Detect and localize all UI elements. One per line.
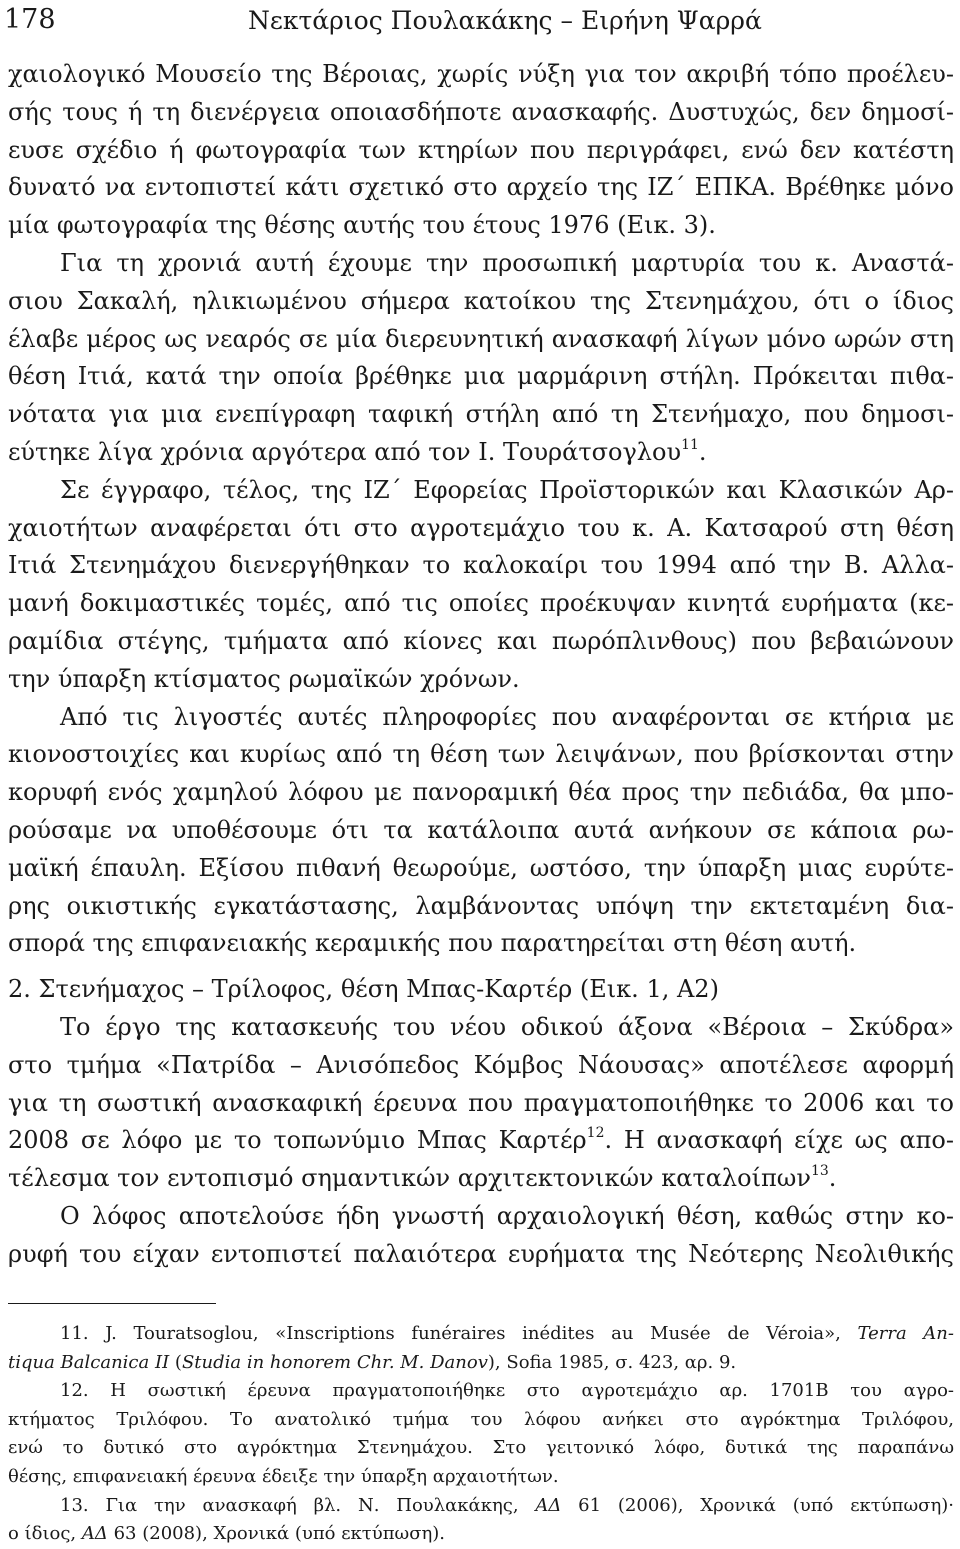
text-line: σπορά της επιφανειακής κεραμικής που παρατηρείται στη θέση αυτή. [8, 929, 857, 958]
text-line: μία φωτογραφία της θέσης αυτής του έτους 1976 (Εικ. 3). [8, 211, 716, 240]
text-line: την ύπαρξη κτίσματος ρωμαϊκών χρόνων. [8, 664, 520, 693]
footnote-ref-12[interactable]: 12 [586, 1125, 605, 1142]
text-line: κορυφή ενός χαμηλού λόφου με πανοραμική θέα προς την πεδιάδα, θα μπο- [8, 778, 954, 807]
text-line: ευσε σχέδιο ή φωτογραφία των κτηρίων που περιγράφει, ενώ δεν κατέστη [8, 135, 954, 164]
text-line: μανή δοκιμαστικές τομές, από τις οποίες προέκυψαν κινητά ευρήματα (κε- [8, 589, 954, 618]
footnote-13-cont [8, 1520, 954, 1549]
text-line: σής τους ή τη διενέργεια οποιασδήποτε ανασκαφής. Δυστυχώς, δεν δημοσί- [8, 97, 954, 126]
footnote-text: 13. Για την ανασκαφή βλ. Ν. Πουλακάκης, [60, 1494, 536, 1516]
text-line: ρης οικιστικής εγκατάστασης, λαμβάνοντας υπόψη την εκτεταμένη δια- [8, 891, 954, 920]
text-line: Ιτιά Στενημάχου διενεργήθηκαν το καλοκαίρι του 1994 από την Β. Αλλα- [8, 551, 954, 580]
footnote-divider [8, 1303, 216, 1304]
text-line [8, 1122, 954, 1160]
footnote-11 [8, 1320, 954, 1349]
footnote-ref-11[interactable]: 11 [681, 436, 699, 453]
footnote-text: 63 (2008), Χρονικά (υπό εκτύπωση). [107, 1523, 446, 1545]
text-line: Το έργο της κατασκευής του νέου οδικού άξονα «Βέροια – Σκύδρα» [60, 1012, 954, 1041]
text-fragment: εύτηκε λίγα χρόνια αργότερα από τον Ι. Τουράτσογλου [8, 437, 682, 466]
section-heading: 2. Στενήμαχος – Τρίλοφος, θέση Μπας-Καρτέρ (Εικ. 1, Α2) [8, 975, 719, 1004]
footnote-text: ( [169, 1351, 182, 1373]
footnote-italic: Terra An- [857, 1323, 954, 1344]
page-header [4, 2, 954, 42]
text-line: σιου Σακαλή, ηλικιωμένου σήμερα κατοίκου της Στενημάχου, ότι ο ίδιος [8, 286, 954, 315]
text-line: ραμίδια στέγης, τμήματα από κίονες και πωρόπλινθους) που βεβαιώνουν [8, 626, 954, 655]
text-line [8, 434, 954, 472]
text-line: Από τις λιγοστές αυτές πληροφορίες που αναφέρονται σε κτήρια με [60, 702, 954, 731]
text-line: θέση Ιτιά, κατά την οποία βρέθηκε μια μαρμάρινη στήλη. Πρόκειται πιθα- [8, 362, 954, 391]
footnote-12-cont: ενώ το δυτικό στο αγρόκτημα Στενημάχου. Στο γειτονικό λόφο, δυτικά της παραπάνω [8, 1437, 954, 1459]
footnote-italic: tiqua Balcanica II [8, 1351, 170, 1373]
main-text [8, 56, 954, 1274]
text-line: ρούσαμε να υποθέσουμε ότι τα κατάλοιπα αυτά ανήκουν σε κάποια ρω- [8, 815, 954, 844]
text-line: χαιολογικό Μουσείο της Βέροιας, χωρίς νύξη για τον ακριβή τόπο προέλευ- [8, 60, 954, 88]
footnote-italic: ΑΔ [81, 1523, 108, 1545]
text-line: ρυφή του είχαν εντοπιστεί παλαιότερα ευρήματα της Νεότερης Νεολιθικής [8, 1239, 954, 1268]
text-line: χαιοτήτων αναφέρεται ότι στο αγροτεμάχιο του κ. Α. Κατσαρού στη θέση [8, 513, 954, 542]
text-line: μαϊκή έπαυλη. Εξίσου πιθανή θεωρούμε, ωστόσο, την ύπαρξη μιας ευρύτε- [8, 853, 954, 882]
text-fragment: . [828, 1164, 837, 1193]
text-line [8, 1160, 954, 1198]
text-line: Σε έγγραφο, τέλος, της ΙΖ΄ Εφορείας Προϊστορικών και Κλασικών Αρ- [60, 475, 954, 504]
text-line: δυνατό να εντοπιστεί κάτι σχετικό στο αρχείο της ΙΖ΄ ΕΠΚΑ. Βρέθηκε μόνο [8, 173, 954, 202]
footnote-text: ο ίδιος, [8, 1523, 82, 1545]
footnote-12-cont: κτήματος Τριλόφου. Το ανατολικό τμήμα του λόφου ανήκει στο αγρόκτημα Τριλόφου, [8, 1408, 954, 1430]
text-line: έλαβε μέρος ως νεαρός σε μία διερευνητική ανασκαφή λίγων μόνο ωρών στη [8, 324, 954, 353]
text-fragment: 2008 σε λόφο με το τοπωνύμιο Μπας Καρτέρ [8, 1126, 587, 1155]
footnote-12-cont: θέσης, επιφανειακή έρευνα έδειξε την ύπαρξη αρχαιοτήτων. [8, 1465, 559, 1487]
footnote-italic: Studia in honorem Chr. M. Danov [181, 1351, 488, 1373]
footnote-ref-13[interactable]: 13 [810, 1163, 829, 1180]
footnote-text: ), Sofia 1985, σ. 423, αρ. 9. [487, 1351, 737, 1373]
text-line: Ο λόφος αποτελούσε ήδη γνωστή αρχαιολογική θέση, καθώς στην κο- [60, 1201, 954, 1230]
text-fragment: . Η ανασκαφή είχε ως απο- [604, 1126, 954, 1155]
running-head: Νεκτάριος Πουλακάκης – Ειρήνη Ψαρρά [248, 6, 762, 35]
footnote-13 [8, 1492, 954, 1521]
text-fragment: . [698, 437, 707, 466]
text-line: στο τμήμα «Πατρίδα – Ανισόπεδος Κόμβος Νάουσας» αποτέλεσε αφορμή [8, 1050, 954, 1079]
footnote-text: 61 (2006), Χρονικά (υπό εκτύπωση)· [561, 1494, 954, 1516]
text-line: νότατα για μια ενεπίγραφη ταφική στήλη από τη Στενήμαχο, που δημοσι- [8, 400, 954, 429]
text-line: για τη σωστική ανασκαφική έρευνα που πραγματοποιήθηκε το 2006 και το [8, 1088, 954, 1117]
text-line: κιονοστοιχίες και κυρίως από τη θέση των λειψάνων, που βρίσκονται στην [8, 740, 954, 769]
footnote-12: 12. Η σωστική έρευνα πραγματοποιήθηκε στο αγροτεμάχιο αρ. 1701Β του αγρο- [60, 1380, 954, 1402]
footnote-11-cont [8, 1349, 954, 1378]
text-line: Για τη χρονιά αυτή έχουμε την προσωπική μαρτυρία του κ. Αναστά- [60, 248, 954, 277]
page-number: 178 [4, 4, 56, 35]
footnote-text: 11. J. Touratsoglou, «Inscriptions funéraires inédites au Musée de Véroia», [60, 1323, 858, 1344]
text-fragment: τέλεσμα τον εντοπισμό σημαντικών αρχιτεκτονικών καταλοίπων [8, 1164, 811, 1193]
footnotes [8, 1320, 954, 1549]
footnote-italic: ΑΔ [535, 1494, 562, 1516]
